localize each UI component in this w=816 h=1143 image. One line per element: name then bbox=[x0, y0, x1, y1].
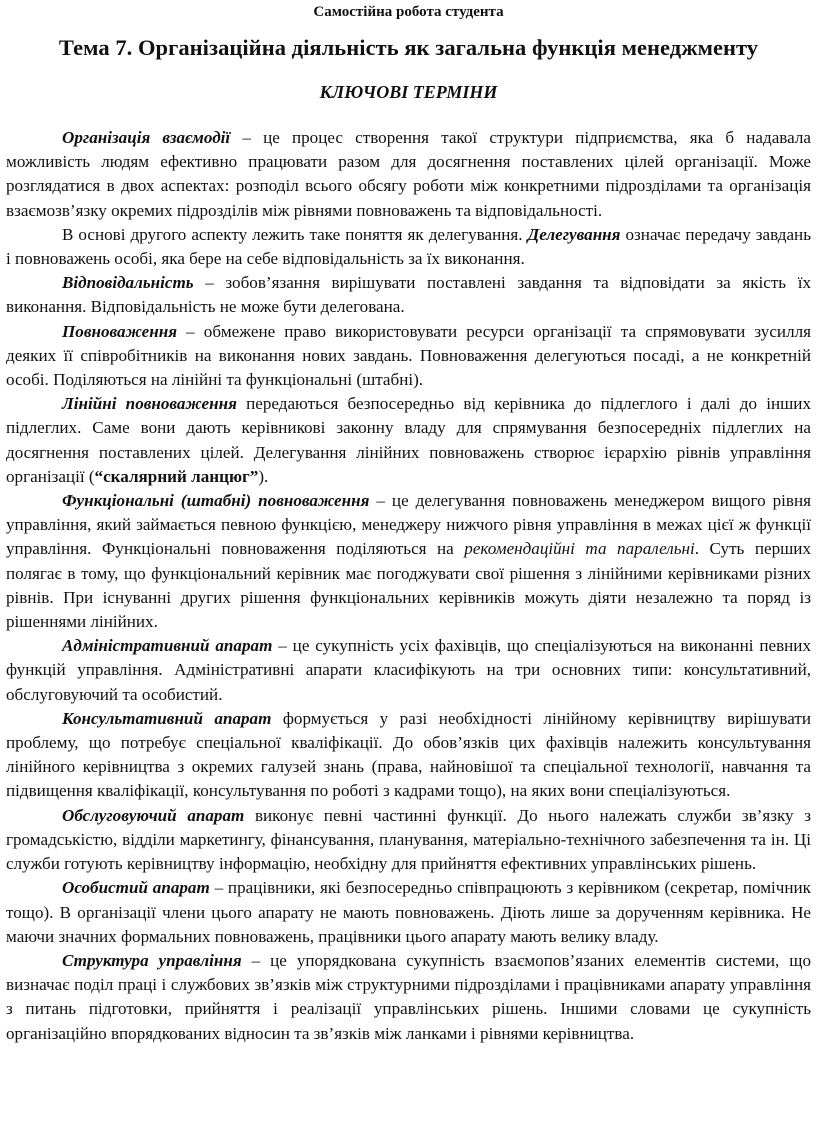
page-title: Тема 7. Організаційна діяльність як загальна функція менеджменту bbox=[58, 35, 759, 60]
definition-text: формується у разі необхідності лінійному керівництву вирішувати проблему, що потребує спеціальної кваліфікації. До обов’язків цих фахівців належить консультування лінійного керівництва з окремих галузей знань (права, найновішої та спеціальної технології, навчання та підвищення кваліфікації, консультування по роботі з кадрами тощо), на яких вони спеціалізуються. bbox=[6, 708, 812, 801]
definition-text: – це упорядкована сукупність взаємопов’язаних елементів системи, що визначає поділ праці і службових зв’язків між структурними підрозділами і працівниками апарату управління з питань підготовки, прийняття і реалізації управлінських рішень. Іншими словами це сукупність організаційно впорядкованих відносин та зв’язків між ланками і рівнями керівництва. bbox=[6, 950, 811, 1043]
paragraph-administrative-staff bbox=[6, 634, 811, 707]
definition-end: . Суть перших полягає в тому, що функціональний керівник має погоджувати свої рішення з лінійними керівниками різних рівнів. При існуванні других рішення функціональних керівників можуть діяти незалежно та поряд із рішеннями лінійних. bbox=[6, 539, 811, 632]
intro-text: В основі другого аспекту лежить таке поняття як делегування. bbox=[62, 224, 528, 244]
paragraph-responsibility bbox=[6, 271, 811, 319]
scalar-chain-text: “скалярний ланцюг” bbox=[94, 466, 259, 486]
term: Повноваження bbox=[62, 321, 178, 341]
paragraph-advisory-staff bbox=[6, 707, 811, 804]
paragraph-functional-authority bbox=[6, 489, 811, 634]
paragraph-organization-interaction bbox=[6, 126, 811, 223]
definition-text: – це процес створення такої структури підприємства, яка б надавала можливість людям ефективно працювати разом для досягнення поставлених цілей організації. Може розглядатися в двох аспектах: розподіл всього обсягу роботи між конкретними підрозділами та організація взаємозв’язку окремих підрозділів між рівнями повноважень та відповідальності. bbox=[6, 128, 811, 220]
definition-text: означає передачу завдань і повноважень особі, яка бере на себе відповідальність за їх виконання. bbox=[6, 224, 811, 269]
italic-text: рекомендаційні та паралельні bbox=[464, 539, 695, 559]
paragraph-delegation bbox=[6, 223, 811, 271]
definition-text: – це сукупність усіх фахівців, що спеціалізуються на виконанні певних функцій управління. Адміністративні апарати класифікують на три основних типи: консультативний, обслуговуючий та особистий. bbox=[6, 636, 811, 704]
term: Консультативний апарат bbox=[62, 708, 272, 728]
section-title: КЛЮЧОВІ ТЕРМІНИ bbox=[319, 82, 498, 102]
definition-text: виконує певні частинні функції. До нього належать служби зв’язку з громадськістю, відділи маркетингу, фінансування, планування, матеріально-технічного забезпечення та ін. Ці служби готують керівництву інформацію, необхідну для прийняття ефективних управлінських рішень. bbox=[6, 805, 811, 874]
page-header: Самостійна робота студента bbox=[313, 4, 504, 20]
term: Обслуговуючий апарат bbox=[62, 805, 245, 825]
term: Лінійні повноваження bbox=[62, 394, 237, 414]
paragraph-line-authority bbox=[6, 392, 811, 489]
definition-end: ). bbox=[258, 466, 269, 486]
term: Особистий апарат bbox=[62, 878, 210, 898]
term: Структура управління bbox=[62, 950, 242, 970]
term: Відповідальність bbox=[62, 273, 194, 293]
term: Організація взаємодії bbox=[62, 128, 231, 147]
definition-text: передаються безпосередньо від керівника до підлеглого і далі до інших підлеглих. Саме вони дають керівникові законну владу для спрямування безпосередніх підлеглих на досягнення поставлених цілей. Делегування лінійних повноважень створює ієрархію рівнів управління організації ( bbox=[6, 394, 811, 486]
term: Адміністративний апарат bbox=[62, 636, 273, 656]
paragraph-management-structure bbox=[6, 949, 811, 1046]
definition-text: – працівники, які безпосередньо співпрацюють з керівником (секретар, помічник тощо). В організації члени цього апарату не мають повноважень. Діють лише за дорученням керівника. Не маючи значних формальних повноважень, працівники цього апарату мають велику владу. bbox=[6, 878, 811, 946]
definition-text: – це делегування повноважень менеджером вищого рівня управління, який займається певною функцією, менеджеру нижчого рівня управління в межах цієї ж функції управління. Функціональні повноваження поділяються на bbox=[6, 491, 812, 559]
term: Делегування bbox=[527, 224, 621, 244]
paragraph-service-staff bbox=[6, 804, 811, 877]
paragraph-authority bbox=[6, 320, 811, 393]
definition-text: – обмежене право використовувати ресурси організації та спрямовувати зусилля деяких її співробітників на виконання нових завдань. Повноваження делегуються посаді, а не конкретній особі. Поділяються на лінійні та функціональні (штабні). bbox=[6, 321, 811, 390]
paragraph-personal-staff bbox=[6, 876, 811, 949]
document-body bbox=[6, 126, 811, 1046]
term: Функціональні (штабні) повноваження bbox=[62, 491, 370, 511]
definition-text: – зобов’язання вирішувати поставлені завдання та відповідати за якість їх виконання. Відповідальність не може бути делегована. bbox=[6, 273, 811, 317]
